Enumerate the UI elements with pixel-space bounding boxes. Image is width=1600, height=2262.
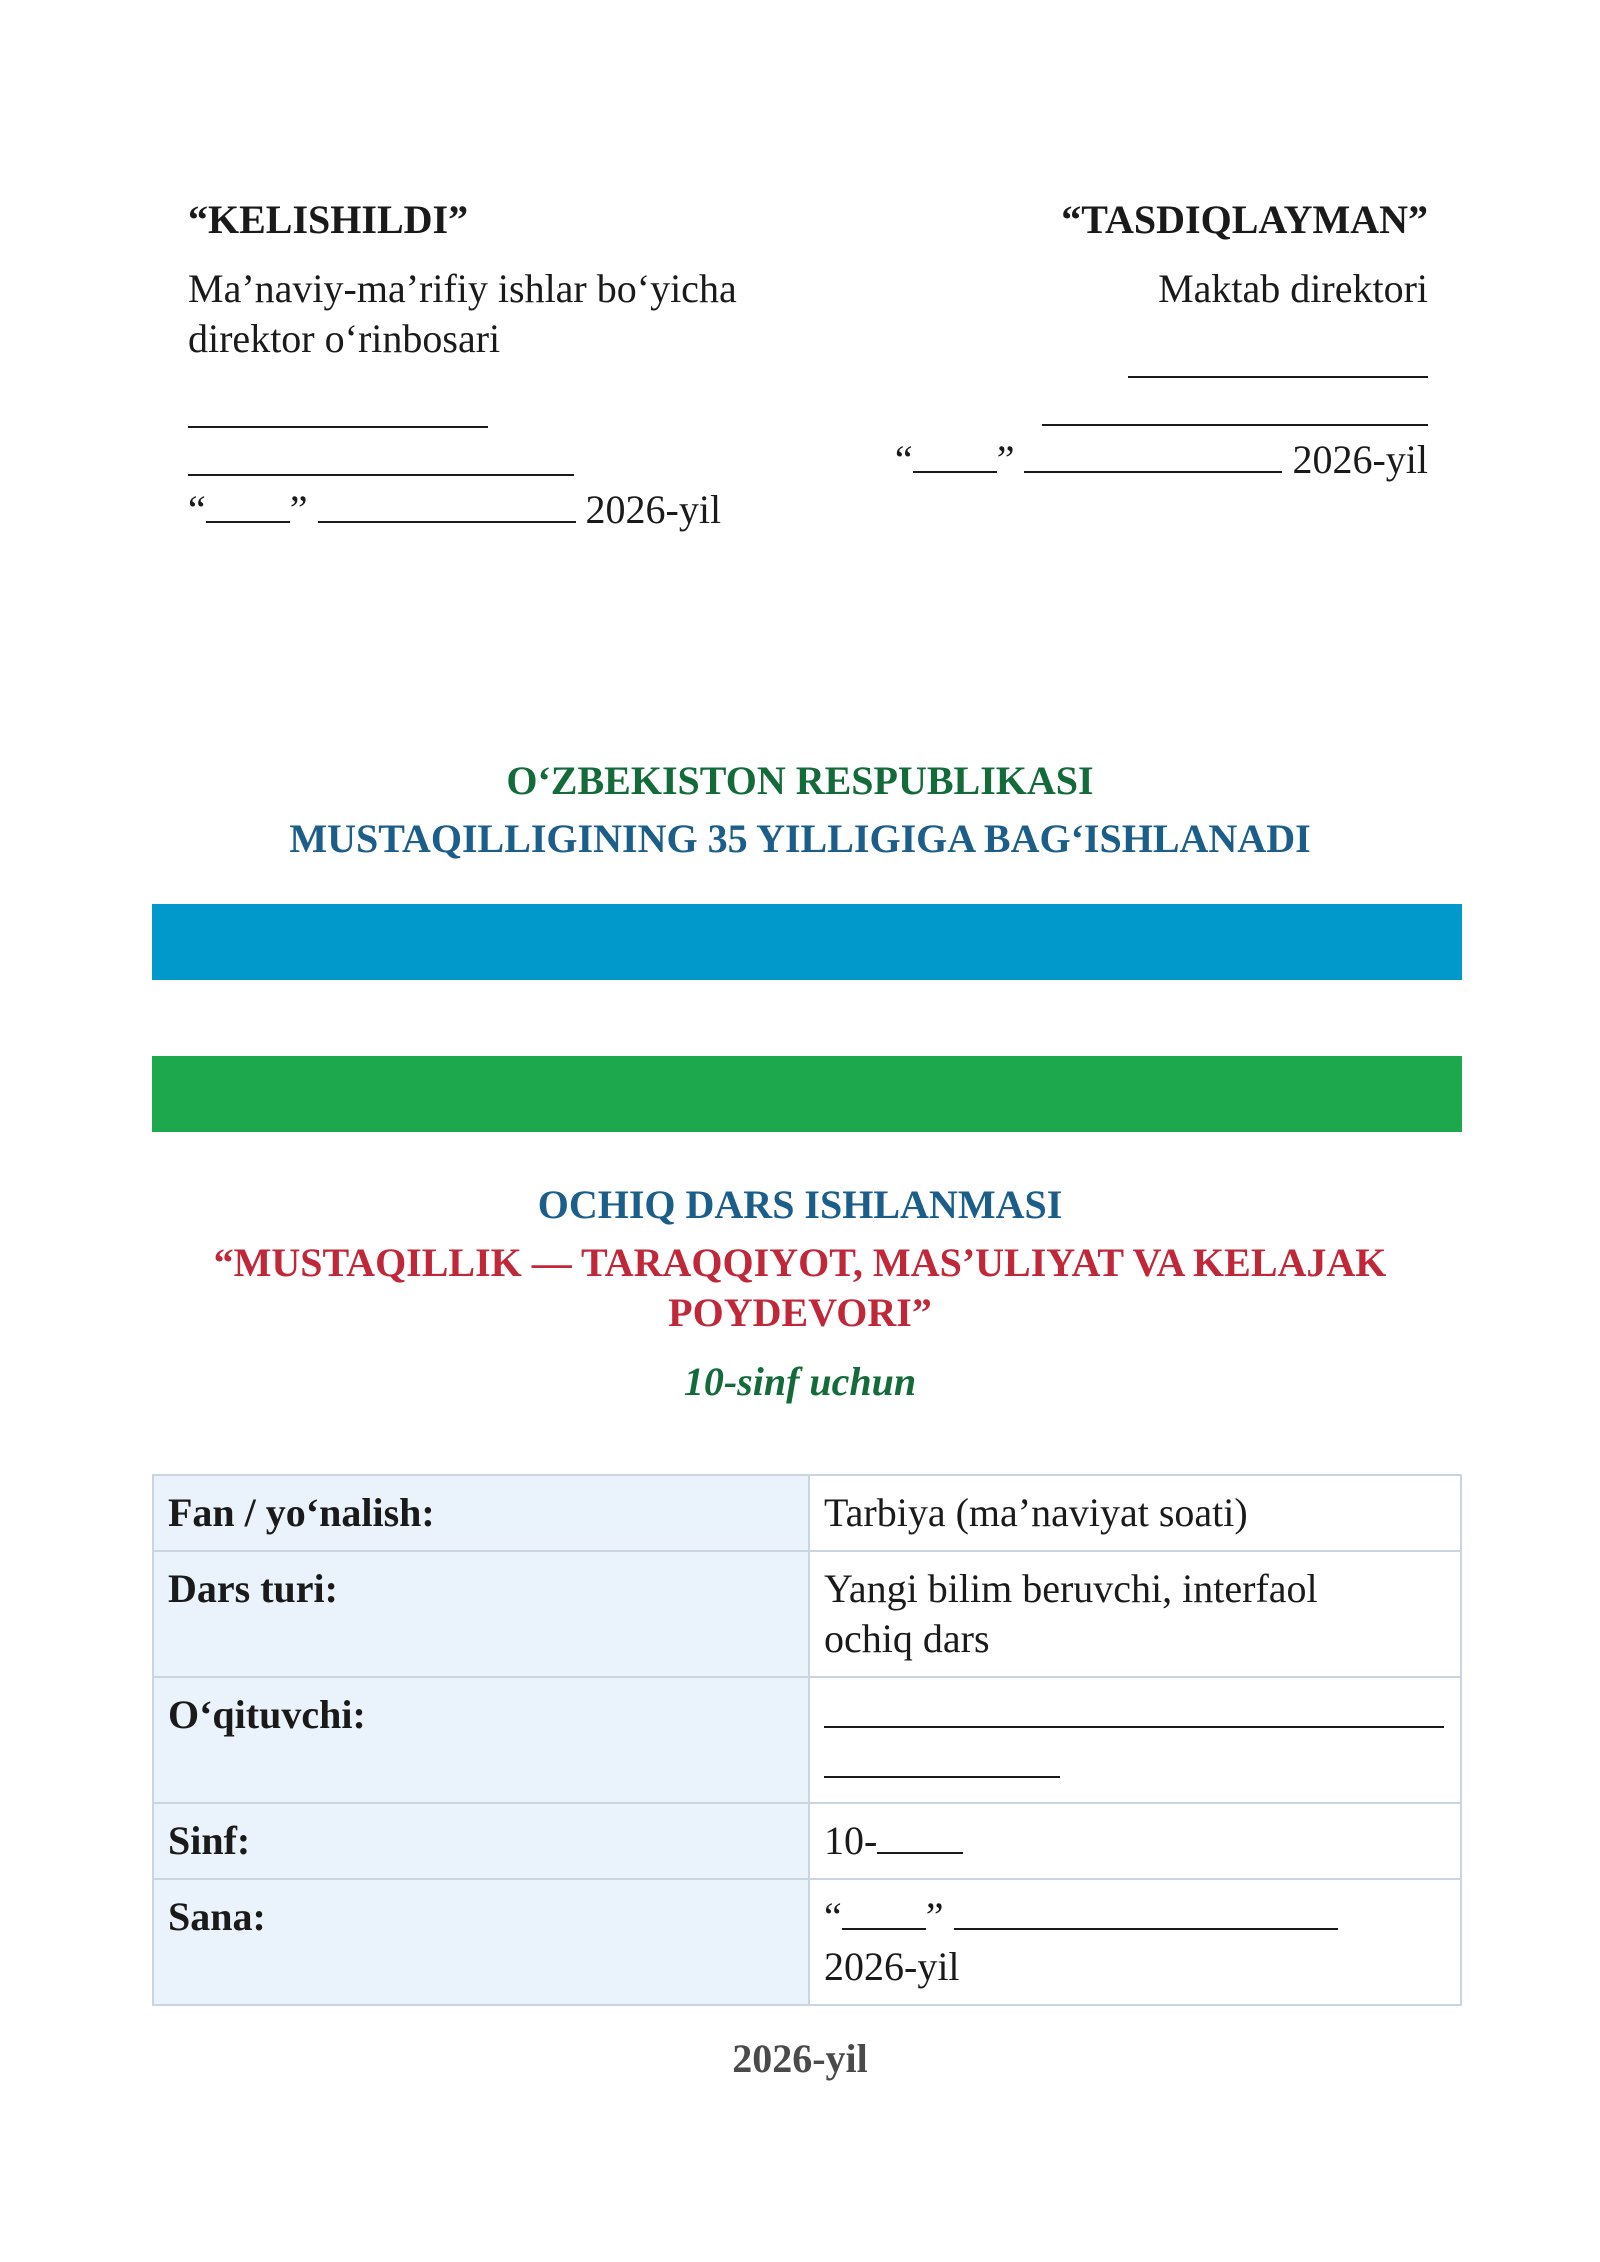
- teacher-value: [809, 1677, 1461, 1803]
- table-row: [153, 1551, 1461, 1677]
- lesson-info-table: [152, 1474, 1462, 2006]
- approve-date-line: [788, 434, 1428, 486]
- agreed-name-line: [188, 434, 574, 476]
- day-blank: [913, 437, 997, 473]
- lesson-type-title: OCHIQ DARS ISHLANMASI: [537, 1182, 1063, 1227]
- lesson-topic-line1: “MUSTAQILLIK — TARAQQIYOT, MAS’ULIYAT VA KELAJAK: [213, 1240, 1387, 1285]
- agreed-title: “KELISHILDI”: [188, 197, 469, 242]
- quote-open: “: [188, 487, 206, 532]
- date-value: [809, 1879, 1461, 2005]
- approve-position: Maktab direktori: [1158, 266, 1428, 311]
- grade-note: 10-sinf uchun: [683, 1359, 917, 1404]
- date-year: 2026-yil: [824, 1944, 960, 1989]
- month-blank: [954, 1892, 1338, 1930]
- quote-open: “: [894, 437, 913, 482]
- approve-title: “TASDIQLAYMAN”: [1061, 197, 1428, 242]
- day-blank: [842, 1892, 926, 1930]
- lesson-headings: [0, 1176, 1600, 1410]
- class-blank: [877, 1816, 963, 1854]
- lesson-type-value: [809, 1551, 1461, 1677]
- approve-signature-line: [1128, 336, 1428, 378]
- class-value: [809, 1803, 1461, 1879]
- table-row: [153, 1475, 1461, 1551]
- table-row: [153, 1879, 1461, 2005]
- class-label: Sinf:: [153, 1803, 809, 1879]
- agreed-position-line1: Ma’naviy-ma’rifiy ishlar bo‘yicha: [188, 266, 737, 311]
- lesson-topic-line2: POYDEVORI”: [668, 1290, 932, 1335]
- month-blank: [318, 487, 576, 523]
- teacher-label: O‘qituvchi:: [153, 1677, 809, 1803]
- agreed-year: 2026-yil: [585, 487, 722, 532]
- quote-close: ”: [289, 487, 308, 532]
- agreed-block: [188, 190, 828, 536]
- quote-close: ”: [925, 1894, 944, 1939]
- blue-band: [152, 904, 1462, 980]
- quote-close: ”: [996, 437, 1015, 482]
- agreed-date-line: [188, 484, 828, 536]
- dedication: [0, 752, 1600, 868]
- dedication-line1: O‘ZBEKISTON RESPUBLIKASI: [506, 758, 1094, 803]
- agreed-position-line2: direktor o‘rinbosari: [188, 316, 501, 361]
- agreed-signature-line: [188, 386, 488, 428]
- subject-label: Fan / yo‘nalish:: [153, 1475, 809, 1551]
- teacher-blank-line1: [824, 1690, 1444, 1728]
- table-row: [153, 1803, 1461, 1879]
- approve-name-line: [1042, 384, 1428, 426]
- approve-year: 2026-yil: [1292, 437, 1428, 482]
- footer-year: 2026-yil: [732, 2036, 868, 2081]
- quote-open: “: [824, 1894, 842, 1939]
- table-row: [153, 1677, 1461, 1803]
- date-label: Sana:: [153, 1879, 809, 2005]
- lesson-type-value-line1: Yangi bilim beruvchi, interfaol: [824, 1566, 1318, 1611]
- approve-block: [788, 190, 1428, 486]
- month-blank: [1024, 437, 1282, 473]
- subject-value: Tarbiya (ma’naviyat soati): [809, 1475, 1461, 1551]
- green-band: [152, 1056, 1462, 1132]
- dedication-line2: MUSTAQILLIGINING 35 YILLIGIGA BAG‘ISHLANADI: [289, 816, 1311, 861]
- class-prefix: 10-: [824, 1818, 878, 1863]
- lesson-type-label: Dars turi:: [153, 1551, 809, 1677]
- teacher-blank-line2: [824, 1740, 1060, 1778]
- day-blank: [206, 487, 290, 523]
- lesson-type-value-line2: ochiq dars: [824, 1616, 990, 1661]
